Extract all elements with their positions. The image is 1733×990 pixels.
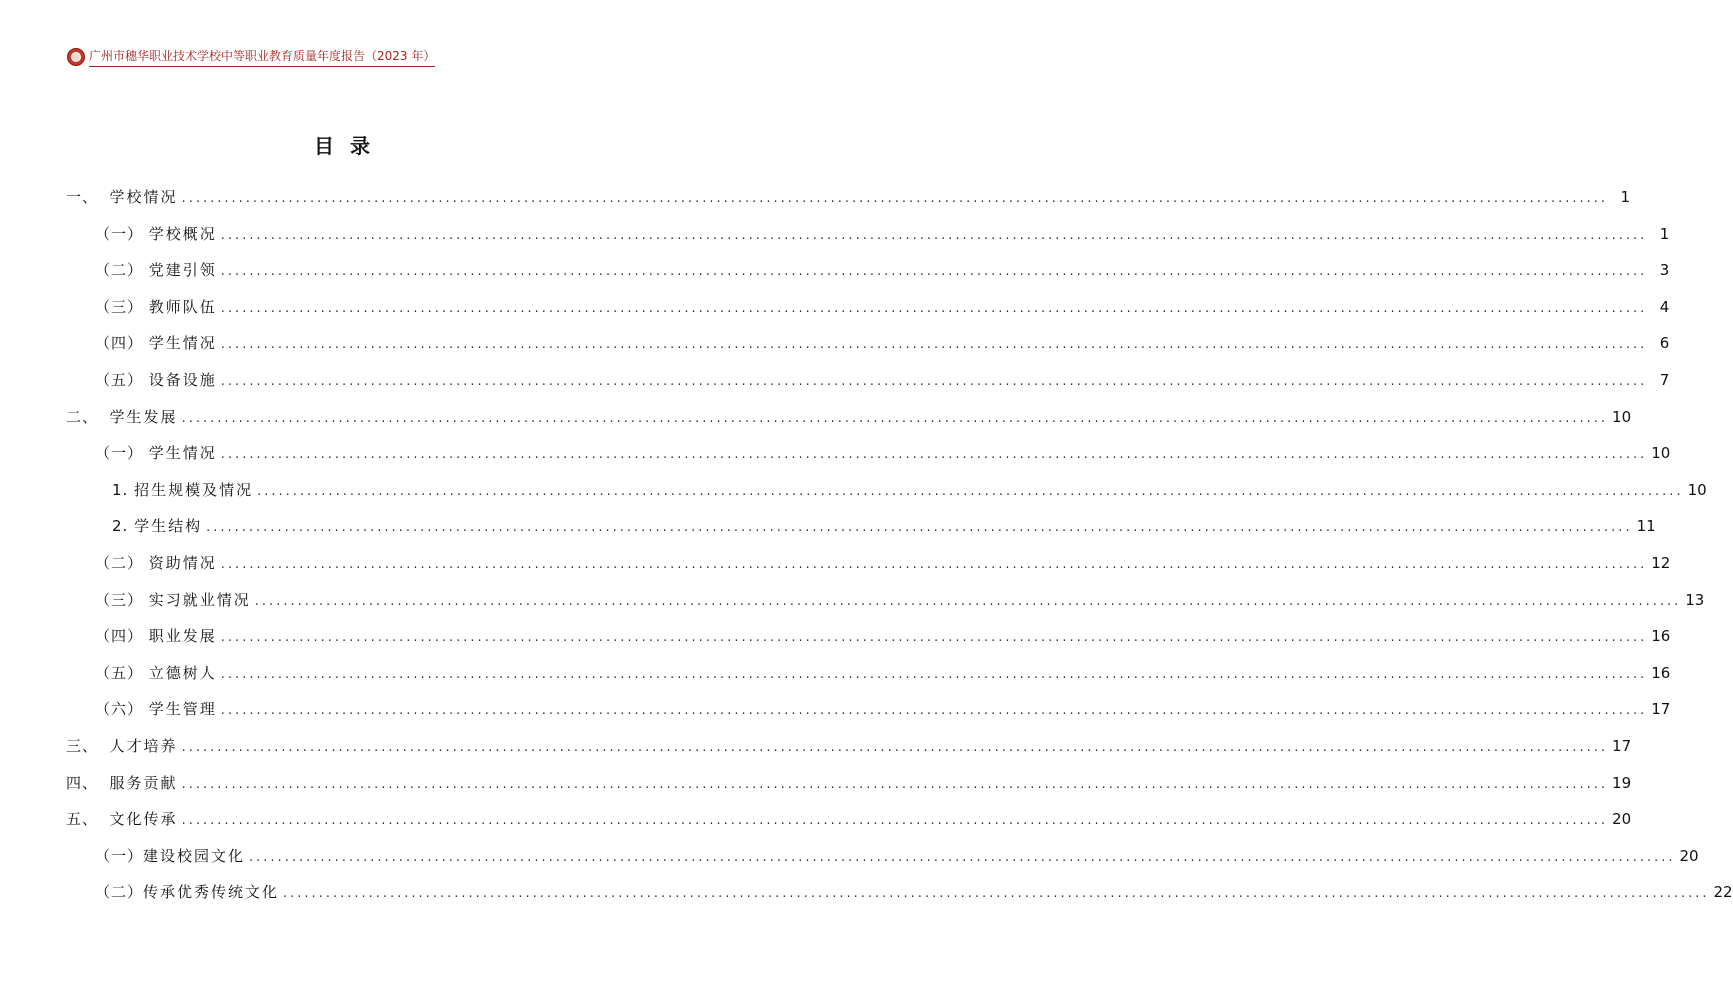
toc-entry-label: 实习就业情况 — [148, 590, 251, 609]
page-header — [67, 47, 435, 67]
toc-entry-label: 学校情况 — [109, 188, 178, 206]
toc-entry-label: 学生发展 — [109, 407, 178, 426]
toc-entry-page: 20 — [1679, 846, 1699, 865]
toc-entry[interactable] — [66, 186, 1631, 208]
toc-leader-dots: ........................................................................................................................................................................................................ — [220, 337, 1648, 353]
toc-entry-page: 1 — [1620, 188, 1631, 206]
toc-entry-number: 二、 — [66, 407, 110, 426]
toc-entry-number: （三） — [95, 590, 149, 609]
toc-entry-page: 16 — [1651, 627, 1671, 646]
toc-entry[interactable] — [95, 332, 1670, 354]
toc-leader-dots: ........................................................................................................................................................................................................ — [220, 666, 1648, 682]
toc-entry-number: 三、 — [66, 737, 110, 755]
toc-entry-page: 7 — [1659, 371, 1670, 389]
toc-entry[interactable] — [95, 259, 1670, 281]
toc-entry-number: 五、 — [66, 810, 110, 829]
toc-entry-page: 1 — [1659, 224, 1670, 243]
toc-entry-label: 传承优秀传统文化 — [143, 883, 280, 902]
toc-entry[interactable] — [95, 223, 1670, 245]
toc-entry-label: 学生情况 — [148, 444, 217, 463]
toc-leader-dots: ........................................................................................................................................................................................................ — [181, 410, 1609, 426]
toc-entry-label: 招生规模及情况 — [134, 480, 254, 499]
toc-entry[interactable] — [66, 735, 1632, 757]
toc-entry[interactable] — [112, 515, 1656, 537]
toc-entry-label: 教师队伍 — [148, 297, 217, 316]
toc-entry[interactable] — [66, 808, 1632, 830]
toc-entry-page: 10 — [1687, 480, 1707, 499]
toc-entry[interactable] — [95, 369, 1670, 391]
toc-entry-number: （一） — [95, 846, 144, 865]
toc-entry-page: 3 — [1659, 261, 1670, 280]
toc-entry-label: 服务贡献 — [109, 773, 178, 792]
toc-leader-dots: ........................................................................................................................................................................................................ — [181, 740, 1609, 755]
toc-entry-label: 学生结构 — [134, 517, 203, 536]
toc-entry-label: 建设校园文化 — [143, 846, 246, 865]
toc-leader-dots: ........................................................................................................................................................................................................ — [220, 264, 1648, 280]
toc-entry-number: （六） — [95, 700, 149, 719]
toc-entry-number: （二） — [95, 554, 149, 572]
toc-entry[interactable] — [95, 625, 1671, 647]
toc-entry-number: （五） — [95, 663, 149, 682]
toc-entry[interactable] — [95, 881, 1733, 903]
toc-entry-label: 立德树人 — [148, 663, 217, 682]
toc-leader-dots: ........................................................................................................................................................................................................ — [254, 593, 1682, 609]
toc-entry-number: 2. — [112, 517, 135, 536]
toc-leader-dots: ........................................................................................................................................................................................................ — [181, 191, 1609, 206]
toc-entry[interactable] — [95, 296, 1670, 318]
toc-entry-number: 一、 — [66, 188, 110, 206]
toc-leader-dots: ........................................................................................................................................................................................................ — [181, 813, 1609, 829]
toc-leader-dots: ........................................................................................................................................................................................................ — [206, 520, 1633, 536]
toc-entry-number: 四、 — [66, 773, 110, 792]
toc-leader-dots: ........................................................................................................................................................................................................ — [220, 630, 1648, 646]
toc-leader-dots: ........................................................................................................................................................................................................ — [257, 483, 1684, 499]
toc-entry-label: 文化传承 — [109, 810, 178, 829]
toc-entry-page: 20 — [1612, 810, 1632, 829]
toc-entry-label: 人才培养 — [109, 737, 178, 755]
toc-entry-page: 13 — [1685, 590, 1705, 609]
toc-leader-dots: ........................................................................................................................................................................................................ — [220, 703, 1648, 719]
toc-leader-dots: ........................................................................................................................................................................................................ — [181, 776, 1609, 792]
toc-entry-label: 资助情况 — [148, 554, 217, 572]
toc-entry-page: 4 — [1659, 297, 1670, 316]
toc-entry-number: （一） — [95, 444, 149, 463]
toc-entry-page: 22 — [1713, 883, 1733, 902]
toc-entry-label: 设备设施 — [148, 371, 217, 389]
toc-leader-dots: ........................................................................................................................................................................................................ — [220, 557, 1648, 572]
toc-entry[interactable] — [95, 845, 1699, 867]
school-logo-icon — [67, 48, 85, 66]
toc-entry[interactable] — [95, 552, 1671, 574]
toc-entry-number: 1. — [112, 480, 135, 499]
toc-entry-page: 17 — [1612, 737, 1632, 755]
toc-entry-number: （五） — [95, 371, 149, 389]
toc-entry-number: （二） — [95, 883, 144, 902]
toc-entry-number: （一） — [95, 224, 149, 243]
toc-leader-dots: ........................................................................................................................................................................................................ — [220, 227, 1648, 243]
toc-entry-page: 19 — [1612, 773, 1632, 792]
toc-entry[interactable] — [95, 442, 1671, 464]
toc-leader-dots: ........................................................................................................................................................................................................ — [220, 300, 1648, 316]
toc-entry-page: 10 — [1651, 444, 1671, 463]
toc-entry[interactable] — [95, 662, 1671, 684]
toc-entry-label: 学生管理 — [148, 700, 217, 719]
toc-entry-page: 10 — [1612, 407, 1632, 426]
toc-leader-dots: ........................................................................................................................................................................................................ — [220, 447, 1648, 463]
toc-entry[interactable] — [95, 589, 1705, 611]
toc-entry-page: 17 — [1651, 700, 1671, 719]
toc-leader-dots: ........................................................................................................................................................................................................ — [220, 374, 1648, 389]
toc-entry-label: 学校概况 — [148, 224, 217, 243]
toc-entry-page: 16 — [1651, 663, 1671, 682]
toc-entry-page: 11 — [1636, 517, 1656, 536]
toc-entry-page: 6 — [1659, 334, 1670, 353]
toc-leader-dots: ........................................................................................................................................................................................................ — [283, 886, 1710, 902]
toc-entry-label: 职业发展 — [148, 627, 217, 646]
toc-leader-dots: ........................................................................................................................................................................................................ — [249, 849, 1676, 865]
toc-entry[interactable] — [112, 479, 1707, 501]
toc-entry-number: （四） — [95, 334, 149, 353]
toc-entry[interactable] — [95, 698, 1671, 720]
toc-entry-number: （三） — [95, 297, 149, 316]
toc-entry-number: （二） — [95, 261, 149, 280]
toc-entry-label: 党建引领 — [148, 261, 217, 280]
header-title: 广州市穗华职业技术学校中等职业教育质量年度报告（2023 年） — [89, 47, 435, 67]
toc-entry-number: （四） — [95, 627, 149, 646]
toc-entry[interactable] — [66, 772, 1632, 794]
toc-entry[interactable] — [66, 406, 1632, 428]
toc-entry-label: 学生情况 — [148, 334, 217, 353]
toc-entry-page: 12 — [1651, 554, 1671, 572]
page-title: 目录 — [314, 134, 386, 158]
